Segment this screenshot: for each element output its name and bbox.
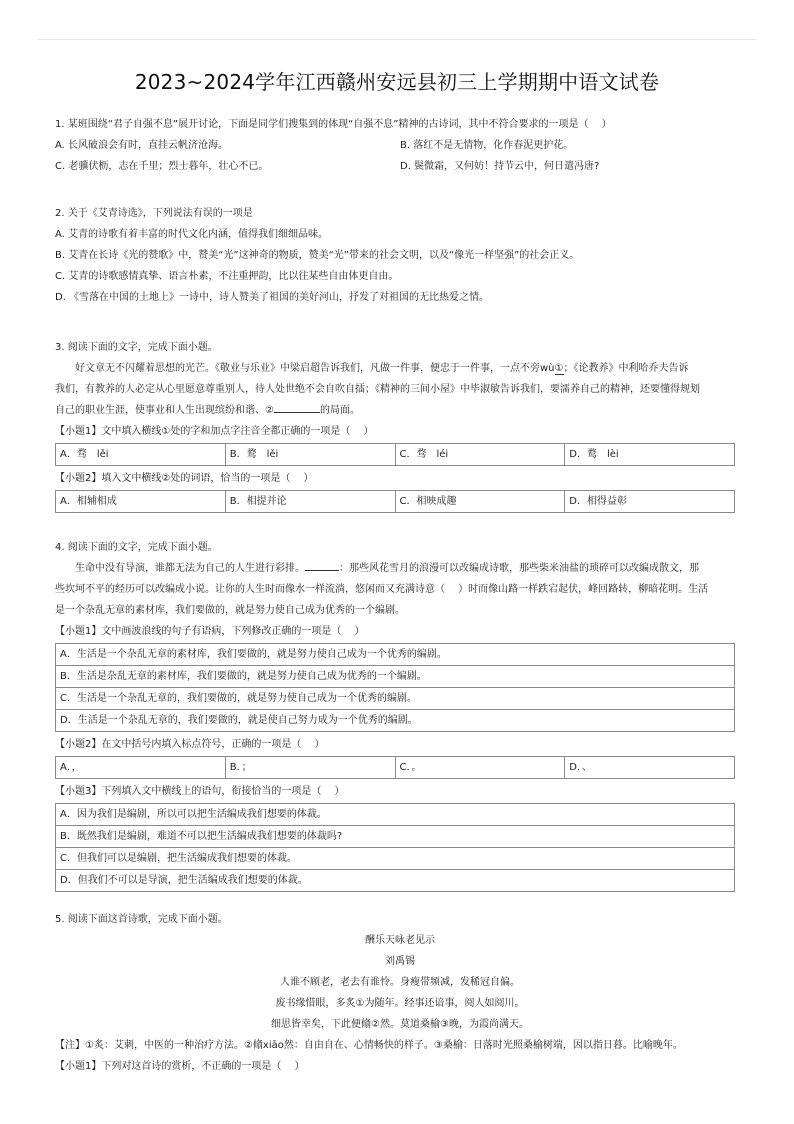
passage-line <box>55 400 745 421</box>
option-b[interactable]: B. 艾青在长诗《光的赞歌》中，赞美“光”这神奇的物质，赞美“光”带来的社会文明，以及“像光一样坚强”的社会正义。 <box>55 250 580 261</box>
options-table <box>55 643 735 732</box>
passage-text: ：那些风花雪月的浪漫可以改编成诗歌，那些柴米油盐的琐碎可以改编成散文，那 <box>339 563 699 574</box>
options-table <box>55 443 735 466</box>
option-d[interactable]: D．鹜 lèi <box>565 444 735 466</box>
option-c[interactable]: C. 艾青的诗歌感情真挚、语言朴素，不注重押韵，比以往某些自由体更自由。 <box>55 271 399 282</box>
option-a[interactable]: A．骛 lěi <box>56 444 226 466</box>
poem-note: 【注】①炙：艾刺，中医的一种治疗方法。②翛xiāo然：自由自在、心情畅快的样子。③桑榆：日落时光照桑榆树端，因以指日暮。比喻晚年。 <box>55 1040 683 1051</box>
option-b[interactable]: B．相提并论 <box>225 491 395 513</box>
poem-line: 细思皆幸矣，下此便翛②然。莫道桑榆③晚，为霞尚满天。 <box>271 1019 529 1030</box>
sub-question-2: 【小题2】填入文中横线②处的词语，恰当的一项是（ ） <box>55 473 314 484</box>
sub-question-3: 【小题3】下列填入文中横线上的语句，衔接恰当的一项是（ ） <box>55 786 345 797</box>
blank-line <box>305 560 339 571</box>
passage-line <box>55 558 745 579</box>
question-5 <box>55 909 745 1077</box>
option-b[interactable]: B．既然我们是编剧，难道不可以把生活编成我们想要的体裁吗? <box>56 826 735 848</box>
question-stem: 4. 阅读下面的文字，完成下面小题。 <box>55 542 218 553</box>
option-c[interactable]: C. 老骥伏枥，志在千里；烈士暮年，壮心不已。 <box>55 161 269 172</box>
question-stem: 1. 某班围绕“君子自强不息”展开讨论，下面是同学们搜集到的体现“自强不息”精神的古诗词，其中不符合要求的一项是（ ） <box>55 119 612 130</box>
sub-question-1: 【小题1】文中画波浪线的句子有语病，下列修改正确的一项是（ ） <box>55 626 365 637</box>
passage-line <box>55 358 745 379</box>
question-stem: 5. 阅读下面这首诗歌，完成下面小题。 <box>55 914 228 925</box>
option-c[interactable]: C．骛 léi <box>395 444 565 466</box>
poem-title: 酬乐天咏老见示 <box>365 935 435 946</box>
poem-line: 废书缘惜眼，多炙①为随年。经事还谙事，阅人如阅川。 <box>275 998 525 1009</box>
option-d[interactable]: D．、 <box>565 757 735 779</box>
option-d[interactable]: D．相得益彰 <box>565 491 735 513</box>
option-b[interactable]: B．生活是杂乱无章的素材库，我们要做的，就是努力使自己成为优秀的一个编剧。 <box>56 666 735 688</box>
option-a[interactable]: A．因为我们是编剧，所以可以把生活编成我们想要的体裁。 <box>56 804 735 826</box>
option-d[interactable]: D. 《雪落在中国的土地上》一诗中，诗人赞美了祖国的美好河山，抒发了对祖国的无比热爱之情。 <box>55 292 490 303</box>
question-1 <box>55 114 745 177</box>
blank-1: ① <box>554 363 564 374</box>
sub-question-1: 【小题1】文中填入横线①处的字和加点字注音全都正确的一项是（ ） <box>55 426 374 437</box>
passage-line: 我们，有教养的人必定从心里愿意尊重别人，待人处世绝不会自吹自擂；《精神的三间小屋》中毕淑敏告诉我们，要濡养自己的精神，还要懂得规划 <box>55 384 700 395</box>
blank-2 <box>274 402 320 413</box>
sub-question-1: 【小题1】下列对这首诗的赏析，不正确的一项是（ ） <box>55 1061 305 1072</box>
options-table <box>55 490 735 513</box>
option-row <box>55 135 745 156</box>
option-row <box>55 156 745 177</box>
passage-text: 生命中没有导演，谁都无法为自己的人生进行彩排。 <box>75 563 305 574</box>
sub-question-2: 【小题2】在文中括号内填入标点符号，正确的一项是（ ） <box>55 739 325 750</box>
option-a[interactable]: A．生活是一个杂乱无章的素材库，我们要做的，就是努力使自己成为一个优秀的编剧。 <box>56 644 735 666</box>
option-b[interactable]: B．； <box>225 757 395 779</box>
passage-text: ；《论教养》中利哈乔夫告诉 <box>563 363 689 374</box>
option-b[interactable]: B．鹜 lěi <box>225 444 395 466</box>
page-title: 2023~2024学年江西赣州安远县初三上学期期中语文试卷 <box>134 70 660 94</box>
options-table <box>55 756 735 779</box>
question-3 <box>55 337 745 515</box>
option-d[interactable]: D. 鬓微霜，又何妨！持节云中，何日遣冯唐? <box>400 161 600 172</box>
passage-line: 些坎坷不平的经历可以改编成小说。让你的人生时而像水一样流淌，悠闲而又充满诗意（ ）时而像山路一样跌宕起伏，峰回路转，柳暗花明。生活 <box>55 584 709 595</box>
poem-author: 刘禹锡 <box>385 956 415 967</box>
passage-text: 的局面。 <box>319 405 360 416</box>
question-2 <box>55 203 745 308</box>
option-c[interactable]: C．但我们可以是编剧，把生活编成我们想要的体裁。 <box>56 848 735 870</box>
option-a[interactable]: A．相辅相成 <box>56 491 226 513</box>
question-stem: 2. 关于《艾青诗选》，下列说法有误的一项是 <box>55 208 253 219</box>
option-b[interactable]: B. 落红不是无情物，化作春泥更护花。 <box>400 140 574 151</box>
option-a[interactable]: A．， <box>56 757 226 779</box>
option-d[interactable]: D．但我们不可以是导演，把生活编成我们想要的体裁。 <box>56 870 735 892</box>
passage-line: 是一个杂乱无章的素材库，我们要做的，就是努力使自己成为优秀的一个编剧。 <box>55 605 405 616</box>
options-table <box>55 803 735 892</box>
passage-text: 好文章无不闪耀着思想的光芒。《敬业与乐业》中梁启超告诉我们，凡做一件事，便忠于一件事，一点不旁wù <box>75 363 555 374</box>
poem-line: 人谁不顾老，老去有谁怜。身瘦带频减，发稀冠自偏。 <box>280 977 520 988</box>
header-divider <box>38 39 756 40</box>
option-a[interactable]: A. 艾青的诗歌有着丰富的时代文化内涵，值得我们细细品味。 <box>55 229 329 240</box>
option-c[interactable]: C．。 <box>395 757 565 779</box>
option-c[interactable]: C．生活是一个杂乱无章的，我们要做的，就是努力使自己成为一个优秀的编剧。 <box>56 688 735 710</box>
option-d[interactable]: D．生活是一个杂乱无章的，我们要做的，就是使自己努力成为一个优秀的编剧。 <box>56 710 735 732</box>
passage-text: 自己的职业生涯，使事业和人生出现缤纷和谐、② <box>55 405 274 416</box>
option-c[interactable]: C．相映成趣 <box>395 491 565 513</box>
question-4 <box>55 537 745 894</box>
option-a[interactable]: A. 长风破浪会有时，直挂云帆济沧海。 <box>55 140 229 151</box>
question-stem: 3. 阅读下面的文字，完成下面小题。 <box>55 342 218 353</box>
